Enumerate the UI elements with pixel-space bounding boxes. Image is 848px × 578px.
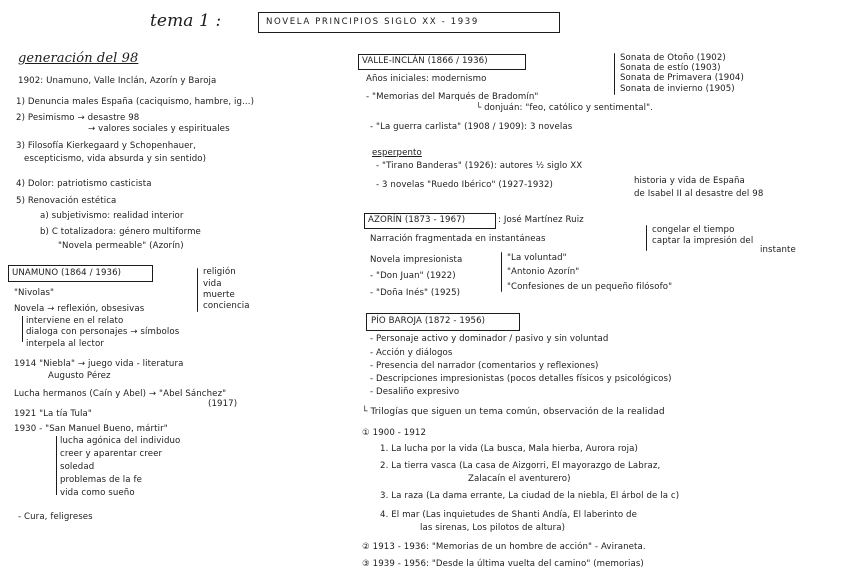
baroja-p1-item-2b: Zalacaín el aventurero) <box>468 474 571 484</box>
valle-donjuan: └ donjuán: "feo, católico y sentimental". <box>476 103 654 113</box>
azorin-heading: AZORÍN (1873 - 1967) <box>368 215 466 225</box>
baroja-p1-item-4: 4. El mar (Las inquietudes de Shanti Andía, El laberinto de <box>380 510 637 520</box>
valle-guerra: - "La guerra carlista" (1908 / 1909): 3 novelas <box>370 122 573 132</box>
unamuno-nivolas: "Nivolas" <box>14 288 55 298</box>
valle-ruedo: - 3 novelas "Ruedo Ibérico" (1927-1932) <box>376 180 553 190</box>
baroja-feature-4: - Descripciones impresionistas (pocos detalles físicos y psicológicos) <box>370 374 672 384</box>
item-5: 5) Renovación estética <box>16 196 117 206</box>
unamuno-niebla: 1914 "Niebla" → juego vida - literatura <box>14 359 184 369</box>
unamuno-theme-4: conciencia <box>203 301 250 311</box>
item-5b: b) C totalizadora: género multiforme <box>40 227 201 237</box>
item-5c: "Novela permeable" (Azorín) <box>58 241 184 251</box>
unamuno-sm-5: vida como sueño <box>60 488 135 498</box>
unamuno-sm-2: creer y aparentar creer <box>60 449 163 459</box>
unamuno-theme-2: vida <box>203 279 222 289</box>
azorin-aim-2: captar la impresión del <box>652 236 754 246</box>
sonatas-brace <box>614 53 615 95</box>
baroja-p1-item-1: 1. La lucha por la vida (La busca, Mala hierba, Aurora roja) <box>380 444 638 454</box>
valle-tirano: - "Tirano Banderas" (1926): autores ½ siglo XX <box>376 161 583 171</box>
valle-memorias: - "Memorias del Marqués de Bradomín" <box>366 92 539 102</box>
unamuno-lucha-year: (1917) <box>208 399 238 409</box>
unamuno-theme-3: muerte <box>203 290 235 300</box>
generacion-authors: 1902: Unamuno, Valle Inclán, Azorín y Baroja <box>18 76 217 86</box>
baroja-period-2: ② 1913 - 1936: "Memorias de un hombre de acción" - Aviraneta. <box>362 542 646 552</box>
unamuno-sm-3: soledad <box>60 462 95 472</box>
unamuno-sm-1: lucha agónica del individuo <box>60 436 181 446</box>
unamuno-augusto: Augusto Pérez <box>48 371 111 381</box>
item-4: 4) Dolor: patriotismo casticista <box>16 179 152 189</box>
azorin-name: : José Martínez Ruiz <box>498 215 584 225</box>
azorin-trilogy-brace <box>501 252 502 292</box>
valle-anos: Años iniciales: modernismo <box>366 74 487 84</box>
azorin-trilogy-2: "Antonio Azorín" <box>507 267 580 277</box>
baroja-feature-3: - Presencia del narrador (comentarios y reflexiones) <box>370 361 599 371</box>
baroja-period-1: ① 1900 - 1912 <box>362 428 427 438</box>
baroja-p1-item-4b: las sirenas, Los pilotos de altura) <box>420 523 566 533</box>
unamuno-sub-3: interpela al lector <box>26 339 104 349</box>
item-2b: → valores sociales y espirituales <box>88 124 230 134</box>
baroja-heading: PÍO BAROJA (1872 - 1956) <box>371 316 486 326</box>
sonata-3: Sonata de Primavera (1904) <box>620 73 744 83</box>
azorin-aim-3: instante <box>760 245 796 255</box>
azorin-trilogy-3: "Confesiones de un pequeño filósofo" <box>507 282 673 292</box>
unamuno-lucha: Lucha hermanos (Caín y Abel) → "Abel Sánchez" <box>14 389 227 399</box>
unamuno-sm-4: problemas de la fe <box>60 475 143 485</box>
title-script: tema 1 : <box>150 11 222 31</box>
baroja-feature-2: - Acción y diálogos <box>370 348 453 358</box>
unamuno-sanmanuel: 1930 - "San Manuel Bueno, mártir" <box>14 424 168 434</box>
valle-ruedo-desc-1: historia y vida de España <box>634 176 745 186</box>
unamuno-novela: Novela → reflexión, obsesivas <box>14 304 145 314</box>
unamuno-cura: - Cura, feligreses <box>18 512 93 522</box>
azorin-trilogy-1: "La voluntad" <box>507 253 567 263</box>
azorin-aims-brace <box>646 225 647 251</box>
valle-esperpento: esperpento <box>372 148 422 158</box>
unamuno-sm-line <box>56 436 57 495</box>
item-1: 1) Denuncia males España (caciquismo, hambre, ig...) <box>16 97 255 107</box>
azorin-aim-1: congelar el tiempo <box>652 225 735 235</box>
unamuno-heading: UNAMUNO (1864 / 1936) <box>12 268 122 278</box>
unamuno-themes-brace <box>197 268 198 312</box>
sonata-2: Sonata de estío (1903) <box>620 63 721 73</box>
baroja-feature-5: - Desaliño expresivo <box>370 387 460 397</box>
azorin-novela-imp: Novela impresionista <box>370 255 463 265</box>
valle-ruedo-desc-2: de Isabel II al desastre del 98 <box>634 189 764 199</box>
baroja-p1-item-2: 2. La tierra vasca (La casa de Aizgorri, El mayorazgo de Labraz, <box>380 461 661 471</box>
valle-heading: VALLE-INCLÁN (1866 / 1936) <box>362 56 488 66</box>
unamuno-theme-1: religión <box>203 267 236 277</box>
item-3b: escepticismo, vida absurda y sin sentido) <box>24 154 207 164</box>
baroja-feature-1: - Personaje activo y dominador / pasivo y sin voluntad <box>370 334 609 344</box>
azorin-work-2: - "Doña Inés" (1925) <box>370 288 461 298</box>
generacion-heading: generación del 98 <box>18 51 139 66</box>
sonata-4: Sonata de invierno (1905) <box>620 84 735 94</box>
item-2: 2) Pesimismo → desastre 98 <box>16 113 140 123</box>
azorin-work-1: - "Don Juan" (1922) <box>370 271 456 281</box>
sonata-1: Sonata de Otoño (1902) <box>620 53 726 63</box>
item-5a: a) subjetivismo: realidad interior <box>40 211 184 221</box>
title-text: NOVELA PRINCIPIOS SIGLO XX - 1939 <box>266 17 479 27</box>
baroja-p1-item-3: 3. La raza (La dama errante, La ciudad de la niebla, El árbol de la c) <box>380 491 680 501</box>
unamuno-tia: 1921 "La tía Tula" <box>14 409 92 419</box>
baroja-trilogias: └ Trilogías que siguen un tema común, observación de la realidad <box>362 407 665 417</box>
azorin-narracion: Narración fragmentada en instantáneas <box>370 234 546 244</box>
unamuno-sub-1: interviene en el relato <box>26 316 124 326</box>
unamuno-novela-line <box>22 316 23 342</box>
unamuno-sub-2: dialoga con personajes → símbolos <box>26 327 180 337</box>
item-3: 3) Filosofía Kierkegaard y Schopenhauer, <box>16 141 197 151</box>
baroja-period-3: ③ 1939 - 1956: "Desde la última vuelta del camino" (memorias) <box>362 559 644 569</box>
